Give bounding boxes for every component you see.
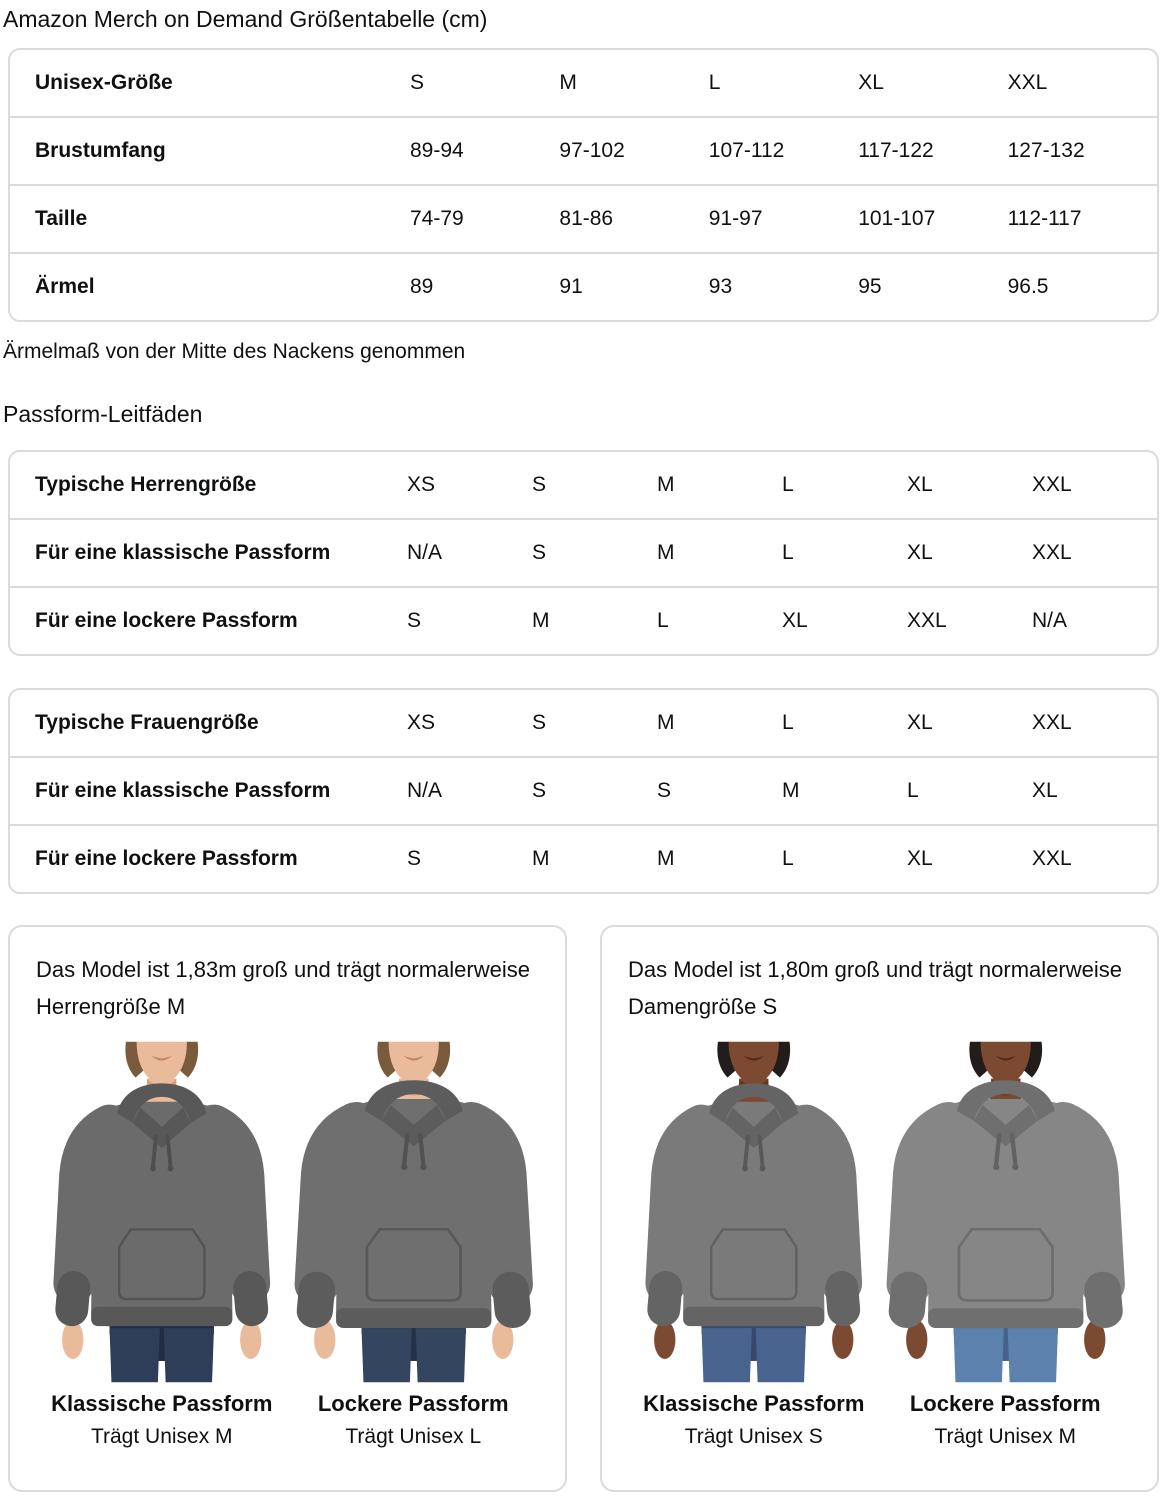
- row-label: Für eine lockere Passform: [35, 609, 298, 632]
- figure-loose-fit: [880, 1037, 1132, 1449]
- table-cell: M: [532, 847, 550, 870]
- column-header: S: [532, 473, 547, 496]
- table-cell: L: [907, 779, 919, 802]
- table-cell: 107-112: [708, 139, 785, 162]
- figure-classic-fit: [36, 1037, 288, 1449]
- table-cell: 127-132: [1007, 139, 1085, 162]
- male-model-loose-illustration: [288, 1037, 540, 1387]
- size-caption: Trägt Unisex M: [90, 1425, 233, 1448]
- page-title: Amazon Merch on Demand Größentabelle (cm): [3, 6, 488, 32]
- row-label: Brustumfang: [35, 139, 166, 162]
- model-card-men: [8, 925, 567, 1492]
- table-row: [10, 824, 1157, 892]
- table-cell: 91: [559, 275, 583, 298]
- female-model-loose-illustration: [880, 1037, 1132, 1387]
- fit-table-women: [8, 688, 1159, 894]
- table-cell: S: [407, 847, 422, 870]
- table-cell: 89: [410, 275, 434, 298]
- column-header: XL: [907, 473, 933, 496]
- table-cell: L: [782, 847, 794, 870]
- table-header-row: [10, 50, 1157, 116]
- column-header: L: [782, 711, 794, 734]
- model-description: Das Model ist 1,83m groß und trägt normalerweise Herrengröße M: [36, 957, 530, 1019]
- figure-classic-fit: [628, 1037, 880, 1449]
- column-header: XS: [407, 711, 436, 734]
- table-cell: XXL: [1032, 847, 1072, 870]
- table-cell: 112-117: [1007, 207, 1082, 230]
- column-header: XL: [858, 71, 884, 94]
- table-header-row: [10, 452, 1157, 518]
- table-header-row: [10, 690, 1157, 756]
- fit-table-men: [8, 450, 1159, 656]
- table-cell: 89-94: [410, 139, 464, 162]
- row-label: Taille: [35, 207, 88, 230]
- table-cell: 81-86: [559, 207, 614, 230]
- column-header: L: [782, 473, 794, 496]
- figure-loose-fit: [288, 1037, 540, 1449]
- table-cell: M: [782, 779, 800, 802]
- table-cell: 117-122: [858, 139, 934, 162]
- size-caption: Trägt Unisex S: [684, 1425, 823, 1448]
- table-cell: 96.5: [1007, 275, 1049, 298]
- table-row: [10, 116, 1157, 184]
- model-card-women: [600, 925, 1159, 1492]
- figures-row: [36, 1037, 539, 1449]
- table-cell: XXL: [1032, 541, 1072, 564]
- table-cell: L: [657, 609, 669, 632]
- table-cell: M: [657, 541, 675, 564]
- table-cell: 101-107: [858, 207, 936, 230]
- column-header: M: [559, 71, 577, 94]
- table-cell: N/A: [407, 541, 443, 564]
- row-label: Für eine klassische Passform: [35, 779, 331, 802]
- fit-guides-heading: Passform-Leitfäden: [3, 401, 203, 427]
- table-cell: S: [532, 779, 547, 802]
- row-label: Für eine lockere Passform: [35, 847, 298, 870]
- column-header: S: [532, 711, 547, 734]
- table-cell: XXL: [907, 609, 947, 632]
- row-label: Unisex-Größe: [35, 71, 173, 94]
- table-row: [10, 184, 1157, 252]
- row-label: Typische Herrengröße: [35, 473, 257, 496]
- fit-caption: Lockere Passform: [909, 1391, 1101, 1416]
- table-cell: S: [657, 779, 672, 802]
- table-cell: 91-97: [708, 207, 763, 230]
- table-cell: N/A: [1032, 609, 1068, 632]
- table-cell: 97-102: [559, 139, 625, 162]
- table-cell: L: [782, 541, 794, 564]
- table-row: [10, 756, 1157, 824]
- column-header: XS: [407, 473, 436, 496]
- table-cell: XL: [907, 847, 933, 870]
- table-cell: XL: [782, 609, 808, 632]
- model-cards: [8, 925, 1159, 1492]
- fit-caption: Klassische Passform: [51, 1391, 273, 1416]
- female-model-classic-illustration: [628, 1037, 880, 1387]
- size-caption: Trägt Unisex M: [934, 1425, 1077, 1448]
- male-model-classic-illustration: [36, 1037, 288, 1387]
- column-header: XL: [907, 711, 933, 734]
- table-cell: 93: [708, 275, 733, 298]
- column-header: S: [410, 71, 425, 94]
- column-header: L: [708, 71, 721, 94]
- size-caption: Trägt Unisex L: [345, 1425, 482, 1448]
- row-label: Für eine klassische Passform: [35, 541, 331, 564]
- model-description: Das Model ist 1,80m groß und trägt normalerweise Damengröße S: [628, 957, 1122, 1019]
- column-header: XXL: [1007, 71, 1048, 94]
- column-header: M: [657, 711, 675, 734]
- column-header: XXL: [1032, 473, 1072, 496]
- fit-caption: Klassische Passform: [643, 1391, 865, 1416]
- column-header: XXL: [1032, 711, 1072, 734]
- size-table: [8, 48, 1159, 322]
- figures-row: [628, 1037, 1131, 1449]
- table-cell: N/A: [407, 779, 443, 802]
- table-row: [10, 586, 1157, 654]
- sleeve-measure-footnote: Ärmelmaß von der Mitte des Nackens genommen: [3, 340, 466, 363]
- table-cell: S: [532, 541, 547, 564]
- table-cell: 74-79: [410, 207, 464, 230]
- table-cell: M: [657, 847, 675, 870]
- table-row: [10, 252, 1157, 320]
- table-cell: XL: [1032, 779, 1058, 802]
- table-cell: 95: [858, 275, 882, 298]
- column-header: M: [657, 473, 675, 496]
- table-row: [10, 518, 1157, 586]
- table-cell: M: [532, 609, 550, 632]
- row-label: Ärmel: [35, 275, 95, 298]
- fit-caption: Lockere Passform: [317, 1391, 509, 1416]
- row-label: Typische Frauengröße: [35, 711, 259, 734]
- table-cell: S: [407, 609, 422, 632]
- table-cell: XL: [907, 541, 933, 564]
